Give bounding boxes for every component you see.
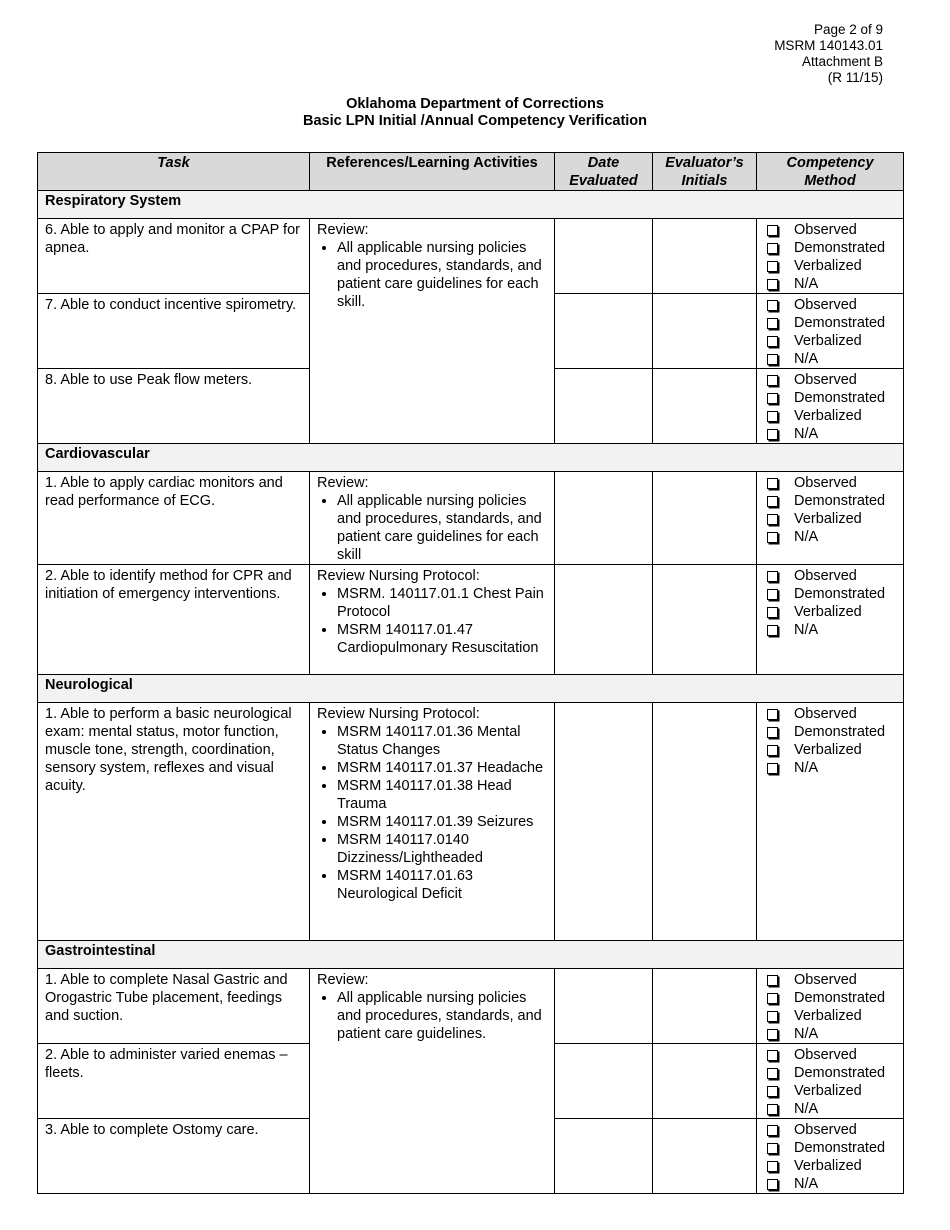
competency-method-cell <box>757 472 904 565</box>
checkbox-icon[interactable] <box>767 745 778 756</box>
method-option[interactable]: Verbalized <box>764 407 896 425</box>
method-option[interactable]: N/A <box>764 759 896 777</box>
date-evaluated-cell[interactable] <box>555 969 653 1044</box>
table-header-row <box>38 153 904 191</box>
checkbox-icon[interactable] <box>767 589 778 600</box>
method-option[interactable]: N/A <box>764 1100 896 1118</box>
reference-item: • All applicable nursing policies and procedures, standards, and patient care guidelines. <box>337 989 547 1043</box>
method-option[interactable]: Verbalized <box>764 1082 896 1100</box>
references-cell <box>310 565 555 675</box>
col-header-references: References/Learning Activities <box>310 153 555 191</box>
evaluator-initials-cell[interactable] <box>653 472 757 565</box>
title-line-2: Basic LPN Initial /Annual Competency Verification <box>302 113 648 129</box>
method-option[interactable]: Demonstrated <box>764 389 896 407</box>
method-option[interactable]: Verbalized <box>764 510 896 528</box>
date-evaluated-cell[interactable] <box>555 1119 653 1194</box>
method-option[interactable]: Demonstrated <box>764 585 896 603</box>
reference-intro: Review: <box>317 222 369 238</box>
reference-item: • MSRM 140117.01.63 Neurological Deficit <box>337 867 547 903</box>
section-row-neurological <box>38 675 904 703</box>
date-evaluated-cell[interactable] <box>555 472 653 565</box>
method-option[interactable]: Verbalized <box>764 257 896 275</box>
competency-method-cell <box>757 1044 904 1119</box>
method-option[interactable]: Demonstrated <box>764 1064 896 1082</box>
checkbox-icon[interactable] <box>767 225 778 236</box>
checkbox-icon[interactable] <box>767 336 778 347</box>
evaluator-initials-cell[interactable] <box>653 969 757 1044</box>
competency-method-cell <box>757 703 904 941</box>
section-title: Cardiovascular <box>38 444 904 472</box>
evaluator-initials-cell[interactable] <box>653 1119 757 1194</box>
section-row-respiratory <box>38 191 904 219</box>
revision-label: (R 11/15) <box>827 70 883 85</box>
method-option[interactable]: Observed <box>764 296 896 314</box>
evaluator-initials-cell[interactable] <box>653 703 757 941</box>
document-title <box>0 96 950 130</box>
reference-item: • MSRM 140117.0140 Dizziness/Lightheaded <box>337 831 547 867</box>
date-evaluated-cell[interactable] <box>555 294 653 369</box>
checkbox-icon[interactable] <box>767 1143 778 1154</box>
competency-method-cell <box>757 1119 904 1194</box>
method-option[interactable]: Demonstrated <box>764 314 896 332</box>
method-option[interactable]: N/A <box>764 275 896 293</box>
competency-method-cell <box>757 294 904 369</box>
method-option[interactable]: Verbalized <box>764 741 896 759</box>
references-cell <box>310 703 555 941</box>
method-option[interactable]: Verbalized <box>764 332 896 350</box>
col-header-method: Competency Method <box>757 153 904 191</box>
task-cell: 8. Able to use Peak flow meters. <box>38 369 310 444</box>
section-row-gastrointestinal <box>38 941 904 969</box>
checkbox-icon[interactable] <box>767 607 778 618</box>
task-cell: 7. Able to conduct incentive spirometry. <box>38 294 310 369</box>
method-option[interactable]: Observed <box>764 705 896 723</box>
checkbox-icon[interactable] <box>767 1029 778 1040</box>
competency-method-cell <box>757 565 904 675</box>
method-option[interactable]: Demonstrated <box>764 1139 896 1157</box>
checkbox-icon[interactable] <box>767 279 778 290</box>
method-option[interactable]: Observed <box>764 474 896 492</box>
reference-intro: Review: <box>317 972 369 988</box>
reference-item: • MSRM 140117.01.37 Headache <box>337 759 547 777</box>
checkbox-icon[interactable] <box>767 975 778 986</box>
reference-intro: Review Nursing Protocol: <box>317 568 480 584</box>
title-line-1: Oklahoma Department of Corrections <box>346 96 604 112</box>
section-title: Gastrointestinal <box>38 941 904 969</box>
evaluator-initials-cell[interactable] <box>653 565 757 675</box>
method-option[interactable]: Observed <box>764 371 896 389</box>
checkbox-icon[interactable] <box>767 1068 778 1079</box>
col-header-task: Task <box>38 153 310 191</box>
reference-intro: Review Nursing Protocol: <box>317 706 480 722</box>
reference-item: • All applicable nursing policies and procedures, standards, and patient care guidelines for each skill <box>337 492 547 564</box>
method-option[interactable]: Verbalized <box>764 1007 896 1025</box>
method-option[interactable]: Observed <box>764 221 896 239</box>
checkbox-icon[interactable] <box>767 300 778 311</box>
checkbox-icon[interactable] <box>767 1086 778 1097</box>
method-option[interactable]: N/A <box>764 350 896 368</box>
checkbox-icon[interactable] <box>767 993 778 1004</box>
checkbox-icon[interactable] <box>767 411 778 422</box>
method-option[interactable]: N/A <box>764 425 896 443</box>
method-option[interactable]: Verbalized <box>764 1157 896 1175</box>
method-option[interactable]: Demonstrated <box>764 989 896 1007</box>
references-cell <box>310 969 555 1194</box>
task-cell: 2. Able to administer varied enemas – fleets. <box>38 1044 310 1119</box>
table-row <box>38 703 904 941</box>
checkbox-icon[interactable] <box>767 571 778 582</box>
reference-item: • MSRM. 140117.01.1 Chest Pain Protocol <box>337 585 547 621</box>
checkbox-icon[interactable] <box>767 763 778 774</box>
date-evaluated-cell[interactable] <box>555 703 653 941</box>
task-cell: 1. Able to complete Nasal Gastric and Orogastric Tube placement, feedings and suction. <box>38 969 310 1044</box>
reference-item: • All applicable nursing policies and procedures, standards, and patient care guidelines for each skill. <box>337 239 547 311</box>
date-evaluated-cell[interactable] <box>555 565 653 675</box>
task-cell: 3. Able to complete Ostomy care. <box>38 1119 310 1194</box>
competency-method-cell <box>757 969 904 1044</box>
date-evaluated-cell[interactable] <box>555 369 653 444</box>
date-evaluated-cell[interactable] <box>555 1044 653 1119</box>
task-cell: 1. Able to apply cardiac monitors and read performance of ECG. <box>38 472 310 565</box>
checkbox-icon[interactable] <box>767 709 778 720</box>
method-option[interactable]: N/A <box>764 1175 896 1193</box>
section-title: Neurological <box>38 675 904 703</box>
references-cell <box>310 219 555 444</box>
table-row <box>38 472 904 565</box>
method-option[interactable]: N/A <box>764 1025 896 1043</box>
col-header-date: Date Evaluated <box>555 153 653 191</box>
method-option[interactable]: N/A <box>764 528 896 546</box>
task-cell: 2. Able to identify method for CPR and initiation of emergency interventions. <box>38 565 310 675</box>
method-option[interactable]: N/A <box>764 621 896 639</box>
task-cell: 6. Able to apply and monitor a CPAP for apnea. <box>38 219 310 294</box>
checkbox-icon[interactable] <box>767 478 778 489</box>
reference-item: • MSRM 140117.01.39 Seizures <box>337 813 547 831</box>
section-title: Respiratory System <box>38 191 904 219</box>
page-header-info <box>774 22 883 86</box>
method-option[interactable]: Verbalized <box>764 603 896 621</box>
method-option[interactable]: Demonstrated <box>764 239 896 257</box>
method-option[interactable]: Observed <box>764 1046 896 1064</box>
method-option[interactable]: Demonstrated <box>764 492 896 510</box>
competency-method-cell <box>757 219 904 294</box>
references-cell <box>310 472 555 565</box>
checkbox-icon[interactable] <box>767 514 778 525</box>
checkbox-icon[interactable] <box>767 1104 778 1115</box>
checkbox-icon[interactable] <box>767 393 778 404</box>
evaluator-initials-cell[interactable] <box>653 369 757 444</box>
task-cell: 1. Able to perform a basic neurological exam: mental status, motor function, muscle tone, strength, coordination, sensory system, reflexes and visual acuity. <box>38 703 310 941</box>
method-option[interactable]: Observed <box>764 567 896 585</box>
attachment-label: Attachment B <box>801 54 883 69</box>
evaluator-initials-cell[interactable] <box>653 219 757 294</box>
reference-item: • MSRM 140117.01.47 Cardiopulmonary Resuscitation <box>337 621 547 657</box>
checkbox-icon[interactable] <box>767 429 778 440</box>
method-option[interactable]: Observed <box>764 971 896 989</box>
checkbox-icon[interactable] <box>767 375 778 386</box>
evaluator-initials-cell[interactable] <box>653 294 757 369</box>
checkbox-icon[interactable] <box>767 354 778 365</box>
checkbox-icon[interactable] <box>767 1125 778 1136</box>
competency-table <box>37 152 904 1194</box>
date-evaluated-cell[interactable] <box>555 219 653 294</box>
method-option[interactable]: Demonstrated <box>764 723 896 741</box>
table-row <box>38 219 904 294</box>
reference-item: • MSRM 140117.01.36 Mental Status Changes <box>337 723 547 759</box>
table-row <box>38 969 904 1044</box>
reference-intro: Review: <box>317 475 369 491</box>
checkbox-icon[interactable] <box>767 1161 778 1172</box>
checkbox-icon[interactable] <box>767 727 778 738</box>
checkbox-icon[interactable] <box>767 318 778 329</box>
checkbox-icon[interactable] <box>767 243 778 254</box>
document-number: MSRM 140143.01 <box>774 38 883 53</box>
page-number: Page 2 of 9 <box>813 22 883 37</box>
checkbox-icon[interactable] <box>767 625 778 636</box>
method-option[interactable]: Observed <box>764 1121 896 1139</box>
col-header-initials: Evaluator’s Initials <box>653 153 757 191</box>
checkbox-icon[interactable] <box>767 1011 778 1022</box>
table-row <box>38 565 904 675</box>
checkbox-icon[interactable] <box>767 532 778 543</box>
checkbox-icon[interactable] <box>767 496 778 507</box>
checkbox-icon[interactable] <box>767 261 778 272</box>
evaluator-initials-cell[interactable] <box>653 1044 757 1119</box>
competency-method-cell <box>757 369 904 444</box>
reference-item: • MSRM 140117.01.38 Head Trauma <box>337 777 547 813</box>
section-row-cardiovascular <box>38 444 904 472</box>
checkbox-icon[interactable] <box>767 1179 778 1190</box>
checkbox-icon[interactable] <box>767 1050 778 1061</box>
